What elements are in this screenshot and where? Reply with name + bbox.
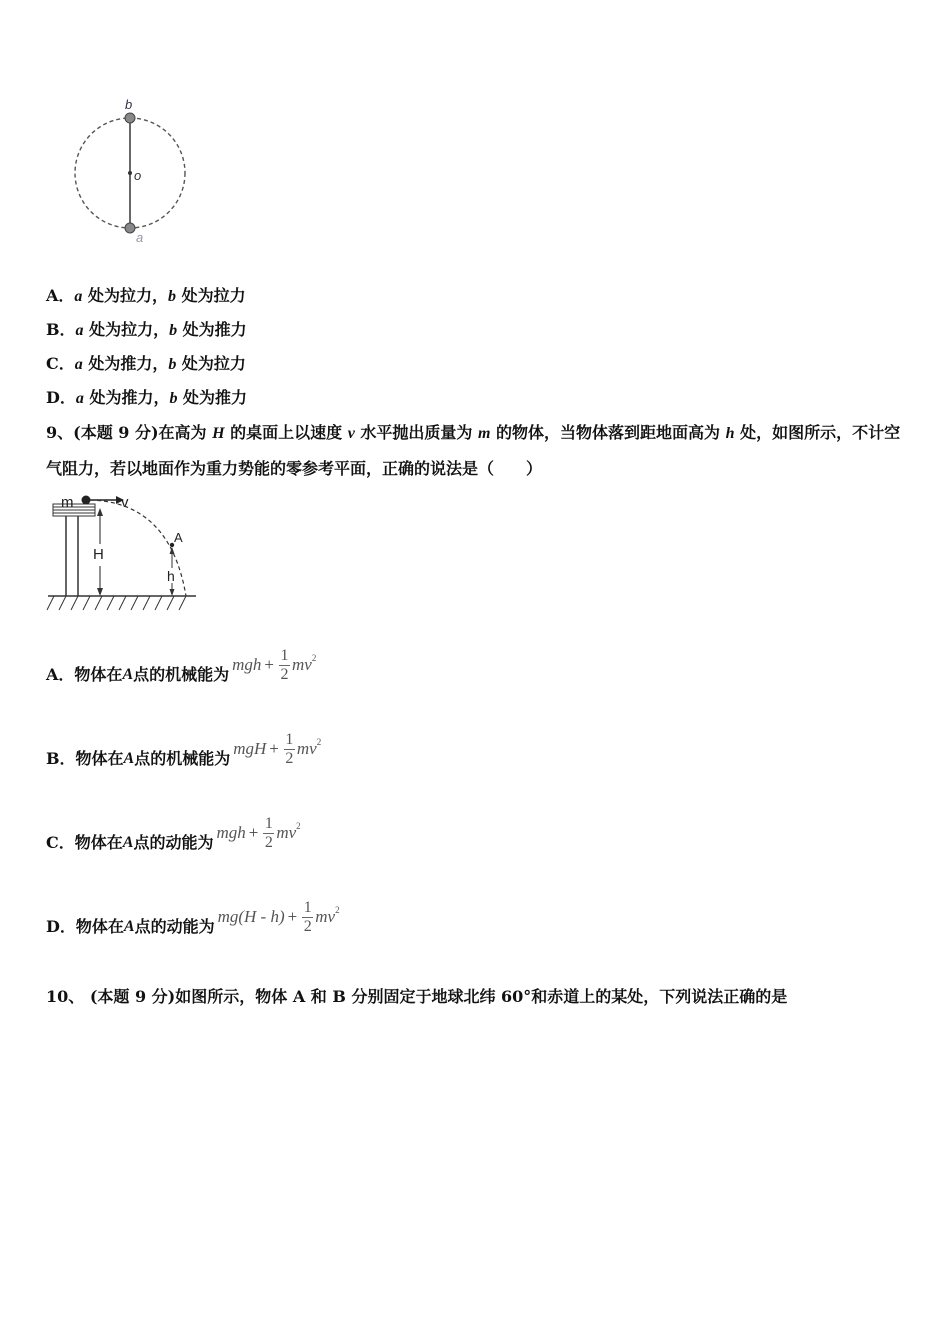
formula-c: mgh + $\frac{1}{2}$ mv 2: [216, 814, 301, 851]
label-m: m: [61, 494, 74, 511]
label-o: o: [134, 168, 142, 183]
ball-a: [125, 223, 135, 233]
q8-option-c: C．a 处为推力，b 处为拉力: [46, 354, 246, 373]
q9-option-c: C． 物体在 A 点的动能为 mgh + $\frac{1}{2}$ mv 2: [46, 814, 301, 852]
q8-option-b: B．a 处为拉力，b 处为推力: [46, 320, 247, 339]
label-H: H: [93, 546, 104, 563]
ground-hatching: [47, 596, 186, 610]
formula-d: mg(H - h) + $\frac{1}{2}$ mv 2: [217, 898, 340, 935]
q9-option-b: B． 物体在 A 点的机械能为 mgH + $\frac{1}{2}$ mv 2: [46, 730, 322, 768]
label-b: b: [125, 97, 133, 112]
table: [53, 504, 95, 596]
q8-option-a: A．a 处为拉力，b 处为拉力: [46, 286, 246, 305]
center-point: [128, 171, 132, 175]
label-a: a: [136, 230, 144, 245]
q9-stem-line1: 9、(本题 9 分)在高为 H 的桌面上以速度 v 水平抛出质量为 m 的物体，当物体落到距地面高为 h 处，如图所示，不计空: [46, 423, 901, 442]
formula-b: mgH + $\frac{1}{2}$ mv 2: [233, 730, 322, 767]
q9-option-a: A． 物体在 A 点的机械能为 mgh + $\frac{1}{2}$ mv 2: [46, 646, 317, 684]
circular-motion-figure: [60, 92, 200, 247]
ball: [82, 496, 91, 505]
projectile-figure: [44, 488, 204, 616]
formula-a: mgh + $\frac{1}{2}$ mv 2: [232, 646, 317, 683]
label-v: v: [121, 494, 129, 511]
ball-b: [125, 113, 135, 123]
q9-option-d: D． 物体在 A 点的动能为 mg(H - h) + $\frac{1}{2}$ mv 2: [46, 898, 340, 936]
label-A: A: [174, 530, 183, 545]
label-h: h: [167, 568, 175, 584]
q9-stem-line2: 气阻力，若以地面作为重力势能的零参考平面，正确的说法是（ ）: [46, 459, 543, 478]
q8-option-d: D．a 处为推力，b 处为推力: [46, 388, 248, 407]
q10-stem: 10、 (本题 9 分)如图所示，物体 A 和 B 分别固定于地球北纬 60°和赤道上的某处，下列说法正确的是: [46, 987, 788, 1006]
